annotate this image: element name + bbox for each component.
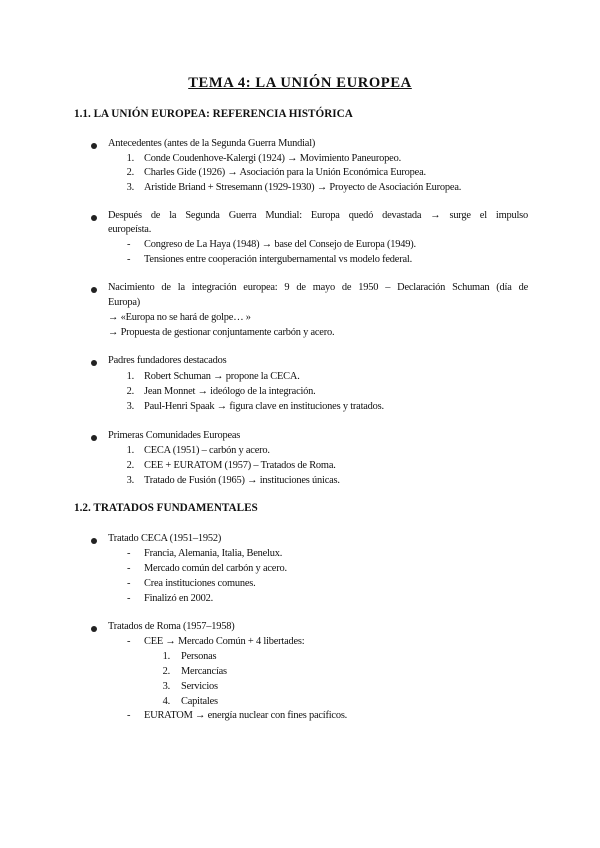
list-item: Aristide Briand + Stresemann (1929-1930) → Proyecto de Asociación Europea.	[144, 182, 462, 193]
nacimiento-line-3: → «Europa no se hará de golpe… »	[108, 312, 251, 323]
section-heading-1: 1.1. LA UNIÓN EUROPEA: REFERENCIA HISTÓRICA	[74, 108, 353, 120]
list-item: Charles Gide (1926) → Asociación para la Unión Económica Europea.	[144, 167, 426, 178]
antecedentes-label: Antecedentes (antes de la Segunda Guerra Mundial)	[108, 138, 316, 149]
list-number: 2.	[162, 666, 170, 677]
padres-label: Padres fundadores destacados	[108, 355, 227, 366]
list-item: Tratado de Fusión (1965) → instituciones únicas.	[144, 475, 340, 486]
dash: -	[127, 710, 131, 721]
list-item: EURATOM → energía nuclear con fines pacíficos.	[144, 710, 348, 721]
section-heading-2: 1.2. TRATADOS FUNDAMENTALES	[74, 502, 258, 514]
list-number: 2.	[126, 167, 134, 178]
ceca-label: Tratado CECA (1951–1952)	[108, 533, 222, 544]
list-number: 4.	[162, 696, 170, 707]
list-number: 1.	[126, 445, 134, 456]
list-item: Congreso de La Haya (1948) → base del Consejo de Europa (1949).	[144, 239, 416, 250]
list-number: 1.	[126, 371, 134, 382]
dash: -	[127, 239, 131, 250]
list-item: Crea instituciones comunes.	[144, 578, 256, 589]
list-number: 2.	[126, 460, 134, 471]
comunidades-label: Primeras Comunidades Europeas	[108, 430, 241, 441]
bullet-roma	[91, 626, 97, 632]
bullet-ceca	[91, 538, 97, 544]
list-number: 3.	[126, 401, 134, 412]
bullet-despues	[91, 215, 97, 221]
roma-label: Tratados de Roma (1957–1958)	[108, 621, 235, 632]
list-item: CEE + EURATOM (1957) – Tratados de Roma.	[144, 460, 336, 471]
bullet-padres	[91, 360, 97, 366]
list-item: Tensiones entre cooperación intergubernamental vs modelo federal.	[144, 254, 412, 265]
bullet-nacimiento	[91, 287, 97, 293]
list-item: Personas	[181, 651, 217, 662]
list-item: CEE → Mercado Común + 4 libertades:	[144, 636, 305, 647]
despues-line-1: Después de la Segunda Guerra Mundial: Europa quedó devastada → surge el impulso	[108, 210, 528, 221]
list-item: Jean Monnet → ideólogo de la integración.	[144, 386, 316, 397]
page-title: TEMA 4: LA UNIÓN EUROPEA	[188, 75, 412, 91]
list-number: 3.	[162, 681, 170, 692]
list-number: 2.	[126, 386, 134, 397]
list-number: 3.	[126, 182, 134, 193]
nacimiento-line-4: → Propuesta de gestionar conjuntamente carbón y acero.	[108, 327, 335, 338]
list-item: Capitales	[181, 696, 218, 707]
list-number: 1.	[126, 153, 134, 164]
list-item: Robert Schuman → propone la CECA.	[144, 371, 300, 382]
list-number: 3.	[126, 475, 134, 486]
nacimiento-line-1: Nacimiento de la integración europea: 9 de mayo de 1950 – Declaración Schuman (día de	[108, 282, 528, 293]
list-item: Paul-Henri Spaak → figura clave en instituciones y tratados.	[144, 401, 384, 412]
list-item: Mercado común del carbón y acero.	[144, 563, 287, 574]
list-item: CECA (1951) – carbón y acero.	[144, 445, 270, 456]
despues-line-2: europeísta.	[108, 224, 152, 235]
list-item: Finalizó en 2002.	[144, 593, 214, 604]
list-item: Servicios	[181, 681, 218, 692]
list-item: Francia, Alemania, Italia, Benelux.	[144, 548, 283, 559]
dash: -	[127, 254, 131, 265]
list-number: 1.	[162, 651, 170, 662]
dash: -	[127, 548, 131, 559]
bullet-antecedentes	[91, 143, 97, 149]
nacimiento-line-2: Europa)	[108, 297, 141, 308]
dash: -	[127, 563, 131, 574]
dash: -	[127, 636, 131, 647]
bullet-comunidades	[91, 435, 97, 441]
list-item: Conde Coudenhove-Kalergi (1924) → Movimiento Paneuropeo.	[144, 153, 401, 164]
dash: -	[127, 593, 131, 604]
dash: -	[127, 578, 131, 589]
list-item: Mercancías	[181, 666, 227, 677]
